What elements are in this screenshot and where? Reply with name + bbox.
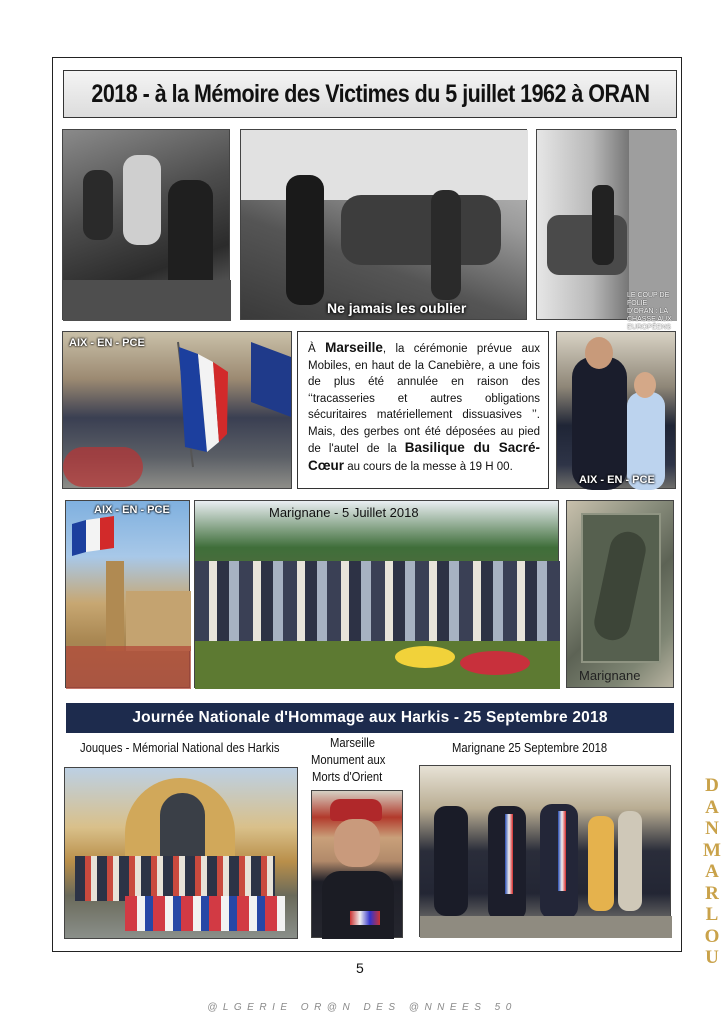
marseille-text-block	[297, 331, 549, 489]
caption-marignane-july: Marignane - 5 Juillet 2018	[269, 505, 419, 520]
page-title: 2018 - à la Mémoire des Victimes du 5 juillet 1962 à ORAN	[90, 79, 650, 108]
photo-aix-monument	[65, 500, 190, 688]
caption-ne-jamais-oublier: Ne jamais les oublier	[327, 300, 467, 316]
footer-text: @LGERIE OR@N DES @NNEES 50	[207, 1002, 517, 1013]
text-intro: À	[308, 343, 326, 355]
harkis-banner: Journée Nationale d'Hommage aux Harkis - 25 Septembre 2018	[66, 703, 674, 733]
photo-oran-car-newspaper	[536, 129, 676, 331]
photo-oran-crowd-1962	[62, 129, 230, 320]
page-number: 5	[356, 960, 364, 976]
photo-aix-flags	[62, 331, 292, 489]
photo-marignane-july	[194, 500, 559, 688]
title-box	[63, 70, 677, 118]
flag-blue-banner-icon	[251, 342, 291, 422]
text-end: au cours de la messe à 19 H 00.	[344, 460, 513, 473]
photo-marignane-bronze-relief	[566, 500, 674, 688]
french-flag-icon	[72, 516, 114, 556]
text-place: Basilique du Sacré-Cœur	[308, 440, 540, 473]
caption-coup-de-folie: LE COUP DE FOLIE D'ORAN : LA CHASSE AUX EUROPÉENS	[627, 292, 672, 331]
label-marseille-line3: Morts d'Orient	[312, 770, 383, 784]
side-watermark-text: DANMARLOU	[703, 775, 721, 968]
photo-aix-man-boy	[556, 331, 676, 489]
text-city: Marseille	[325, 340, 383, 355]
photo-marseille-veteran	[311, 790, 403, 938]
caption-aix-right: AIX - EN - PCE	[579, 474, 655, 486]
label-marignane-september: Marignane 25 Septembre 2018	[452, 741, 608, 755]
caption-aix-left: AIX - EN - PCE	[69, 337, 145, 349]
text-body: , la cérémonie prévue aux Mobiles, en haut de la Canebière, a une fois de plus été annulée en raison des ‘‘tracasseries et autres obligations sécuritaires matériellement dissuasives ’’. Mais, des gerbes ont été déposées au pied de l'autel de la	[308, 343, 540, 455]
photo-jouques-memorial	[64, 767, 298, 939]
french-flag-icon	[173, 342, 228, 467]
label-marseille-line2: Monument aux	[311, 753, 386, 767]
caption-aix-bottom-left: AIX - EN - PCE	[94, 504, 170, 516]
label-marseille-line1: Marseille	[330, 736, 376, 750]
caption-marignane-relief: Marignane	[579, 668, 641, 683]
label-jouques: Jouques - Mémorial National des Harkis	[80, 741, 280, 755]
photo-oran-street-1962	[240, 129, 527, 320]
photo-marignane-september	[419, 765, 671, 937]
